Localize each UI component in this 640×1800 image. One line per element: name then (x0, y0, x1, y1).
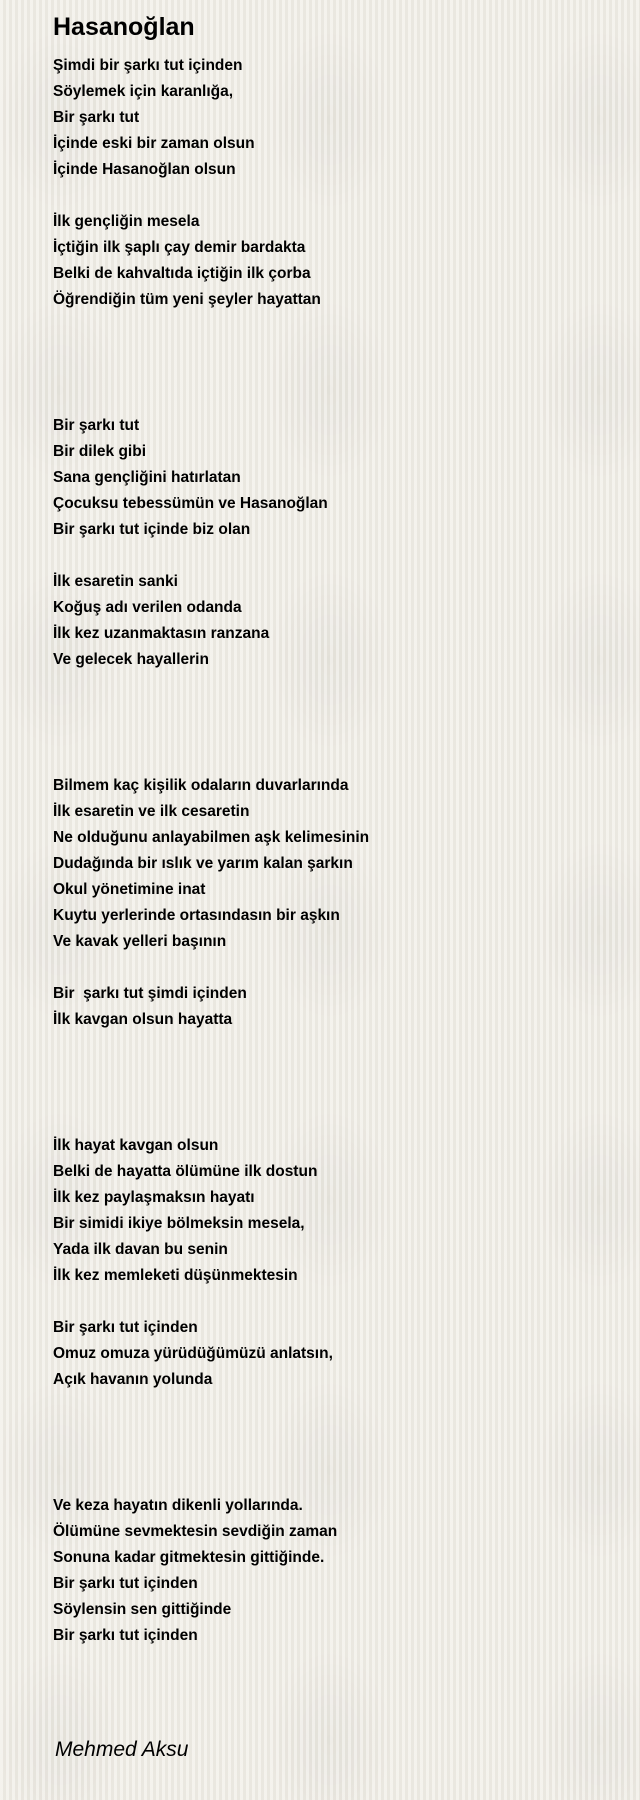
poem-line: Bir şarkı tut (53, 109, 140, 126)
poem-line: Açık havanın yolunda (53, 1371, 213, 1388)
stanza-2 (53, 209, 613, 313)
poem-line: İlk kez uzanmaktasın ranzana (53, 625, 270, 642)
poem-line: Söylensin sen gittiğinde (53, 1601, 232, 1618)
section-gap (53, 313, 613, 413)
poem-line: İlk hayat kavgan olsun (53, 1137, 219, 1154)
poem-line: Bir şarkı tut (53, 417, 140, 434)
poem-line: Koğuş adı verilen odanda (53, 599, 242, 616)
stanza-gap (53, 1289, 613, 1315)
poem-line: İlk esaretin sanki (53, 573, 178, 590)
poem-line: İlk esaretin ve ilk cesaretin (53, 803, 250, 820)
poem-line: Ve keza hayatın dikenli yollarında. (53, 1497, 303, 1514)
poem-line: Kuytu yerlerinde ortasındasın bir aşkın (53, 907, 340, 924)
poem-line: Bir şarkı tut içinden (53, 1575, 198, 1592)
poem-line: Okul yönetimine inat (53, 881, 206, 898)
poem-line: Sana gençliğini hatırlatan (53, 469, 241, 486)
poem-line: Bir şarkı tut içinden (53, 1627, 198, 1644)
poem-body (53, 53, 613, 1649)
poem-line: Bir simidi ikiye bölmeksin mesela, (53, 1215, 305, 1232)
poem-line: Bilmem kaç kişilik odaların duvarlarında (53, 777, 349, 794)
poem-line: İlk kez paylaşmaksın hayatı (53, 1189, 255, 1206)
stanza-8 (53, 1315, 613, 1393)
poem-line: Yada ilk davan bu senin (53, 1241, 228, 1258)
poem-line: Sonuna kadar gitmektesin gittiğinde. (53, 1549, 325, 1566)
stanza-7 (53, 1133, 613, 1289)
poem-line: Dudağında bir ıslık ve yarım kalan şarkın (53, 855, 353, 872)
poem-line: İçinde eski bir zaman olsun (53, 135, 255, 152)
poem-line: Çocuksu tebessümün ve Hasanoğlan (53, 495, 328, 512)
stanza-1 (53, 53, 613, 183)
poem-line: Belki de hayatta ölümüne ilk dostun (53, 1163, 318, 1180)
poem-line: Ne olduğunu anlayabilmen aşk kelimesinin (53, 829, 370, 846)
poem-line: İlk gençliğin mesela (53, 213, 200, 230)
poem-line: Şimdi bir şarkı tut içinden (53, 57, 243, 74)
poem-line: Bir şarkı tut şimdi içinden (53, 985, 247, 1002)
poem-line: Bir şarkı tut içinden (53, 1319, 198, 1336)
stanza-6 (53, 981, 613, 1033)
poem-line: Ve kavak yelleri başının (53, 933, 227, 950)
poem-line: İçtiğin ilk şaplı çay demir bardakta (53, 239, 306, 256)
poem-title: Hasanoğlan (53, 13, 195, 41)
poem-line: Belki de kahvaltıda içtiğin ilk çorba (53, 265, 311, 282)
stanza-9 (53, 1493, 613, 1649)
poem-line: Söylemek için karanlığa, (53, 83, 234, 100)
poem-line: İlk kez memleketi düşünmektesin (53, 1267, 298, 1284)
poem-author: Mehmed Aksu (55, 1738, 189, 1761)
stanza-5 (53, 773, 613, 955)
section-gap (53, 1033, 613, 1133)
poem-line: Ve gelecek hayallerin (53, 651, 209, 668)
poem-line: Bir şarkı tut içinde biz olan (53, 521, 251, 538)
poem-line: Ölümüne sevmektesin sevdiğin zaman (53, 1523, 338, 1540)
stanza-4 (53, 569, 613, 673)
poem-line: Bir dilek gibi (53, 443, 147, 460)
section-gap (53, 673, 613, 773)
stanza-gap (53, 543, 613, 569)
poem-page (53, 10, 613, 1649)
stanza-gap (53, 183, 613, 209)
section-gap (53, 1393, 613, 1493)
poem-line: İçinde Hasanoğlan olsun (53, 161, 236, 178)
poem-line: Omuz omuza yürüdüğümüzü anlatsın, (53, 1345, 333, 1362)
stanza-3 (53, 413, 613, 543)
stanza-gap (53, 955, 613, 981)
poem-line: Öğrendiğin tüm yeni şeyler hayattan (53, 291, 321, 308)
poem-line: İlk kavgan olsun hayatta (53, 1011, 233, 1028)
